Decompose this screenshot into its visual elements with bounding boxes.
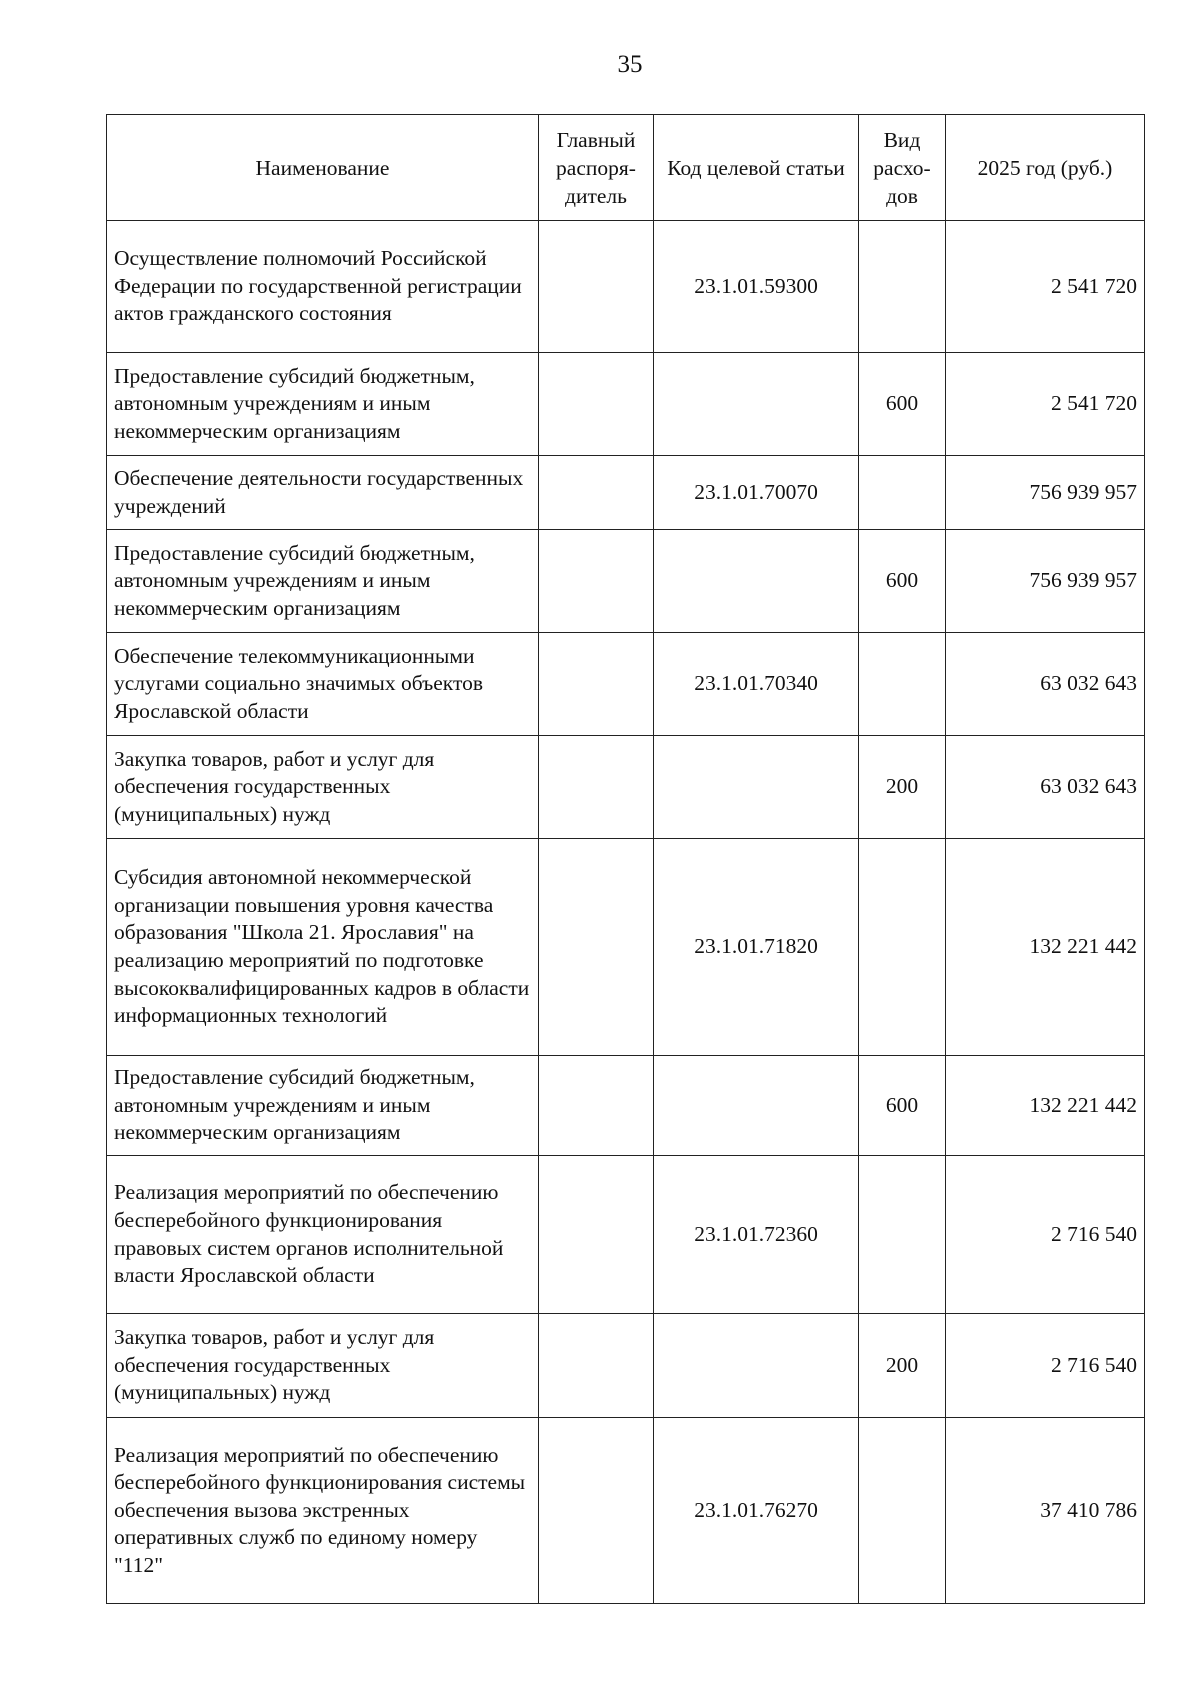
row-amount: 132 221 442 (946, 839, 1145, 1056)
table-row (107, 530, 1145, 633)
table-header-row (107, 115, 1145, 221)
row-expense-type (859, 839, 946, 1056)
table-row (107, 1156, 1145, 1314)
row-code: 23.1.01.70340 (654, 633, 859, 736)
page-number: 35 (617, 51, 643, 78)
row-expense-type (859, 1418, 946, 1604)
row-code (654, 736, 859, 839)
row-amount: 756 939 957 (946, 456, 1145, 530)
row-expense-type (859, 633, 946, 736)
row-name: Закупка товаров, работ и услуг для обеспечения государственных (муниципальных) нужд (107, 736, 539, 839)
row-name: Обеспечение деятельности государственных учреждений (107, 456, 539, 530)
row-amount: 132 221 442 (946, 1056, 1145, 1156)
table-row (107, 1314, 1145, 1418)
row-code (654, 1056, 859, 1156)
row-expense-type: 600 (859, 353, 946, 456)
row-manager (539, 221, 654, 353)
row-manager (539, 1056, 654, 1156)
row-manager (539, 456, 654, 530)
row-amount: 2 541 720 (946, 353, 1145, 456)
header-expense-type: Вид расхо-дов (859, 115, 946, 221)
row-expense-type: 200 (859, 736, 946, 839)
table-row (107, 221, 1145, 353)
row-name: Предоставление субсидий бюджетным, автономным учреждениям и иным некоммерческим организациям (107, 1056, 539, 1156)
budget-table (106, 114, 1145, 1604)
row-amount: 63 032 643 (946, 633, 1145, 736)
row-code (654, 530, 859, 633)
row-code (654, 1314, 859, 1418)
row-manager (539, 736, 654, 839)
row-amount: 2 541 720 (946, 221, 1145, 353)
row-code: 23.1.01.59300 (654, 221, 859, 353)
row-expense-type (859, 221, 946, 353)
header-code: Код целевой статьи (654, 115, 859, 221)
row-expense-type: 200 (859, 1314, 946, 1418)
row-manager (539, 1156, 654, 1314)
row-name: Субсидия автономной некоммерческой организации повышения уровня качества образования "Школа 21. Ярославия" на реализацию мероприятий по подготовке высококвалифицированных кадров в области информационных технологий (107, 839, 539, 1056)
row-amount: 756 939 957 (946, 530, 1145, 633)
header-name: Наименование (107, 115, 539, 221)
row-code: 23.1.01.71820 (654, 839, 859, 1056)
row-manager (539, 839, 654, 1056)
row-code: 23.1.01.72360 (654, 1156, 859, 1314)
row-manager (539, 633, 654, 736)
row-name: Закупка товаров, работ и услуг для обеспечения государственных (муниципальных) нужд (107, 1314, 539, 1418)
row-manager (539, 353, 654, 456)
table-row (107, 633, 1145, 736)
row-amount: 63 032 643 (946, 736, 1145, 839)
row-code: 23.1.01.76270 (654, 1418, 859, 1604)
row-name: Предоставление субсидий бюджетным, автономным учреждениям и иным некоммерческим организациям (107, 353, 539, 456)
row-amount: 2 716 540 (946, 1314, 1145, 1418)
row-expense-type: 600 (859, 1056, 946, 1156)
row-expense-type: 600 (859, 530, 946, 633)
row-amount: 2 716 540 (946, 1156, 1145, 1314)
table-row (107, 1056, 1145, 1156)
row-code (654, 353, 859, 456)
table-row (107, 736, 1145, 839)
table-row (107, 839, 1145, 1056)
row-name: Обеспечение телекоммуникационными услугами социально значимых объектов Ярославской области (107, 633, 539, 736)
table-row (107, 353, 1145, 456)
row-name: Реализация мероприятий по обеспечению бесперебойного функционирования правовых систем органов исполнительной власти Ярославской области (107, 1156, 539, 1314)
row-expense-type (859, 456, 946, 530)
row-name: Предоставление субсидий бюджетным, автономным учреждениям и иным некоммерческим организациям (107, 530, 539, 633)
row-name: Осуществление полномочий Российской Федерации по государственной регистрации актов гражданского состояния (107, 221, 539, 353)
row-manager (539, 530, 654, 633)
table-row (107, 1418, 1145, 1604)
row-code: 23.1.01.70070 (654, 456, 859, 530)
row-amount: 37 410 786 (946, 1418, 1145, 1604)
table-row (107, 456, 1145, 530)
header-manager: Главный распоря-дитель (539, 115, 654, 221)
row-manager (539, 1418, 654, 1604)
header-amount: 2025 год (руб.) (946, 115, 1145, 221)
row-manager (539, 1314, 654, 1418)
row-expense-type (859, 1156, 946, 1314)
row-name: Реализация мероприятий по обеспечению бесперебойного функционирования системы обеспечения вызова экстренных оперативных служб по единому номеру "112" (107, 1418, 539, 1604)
